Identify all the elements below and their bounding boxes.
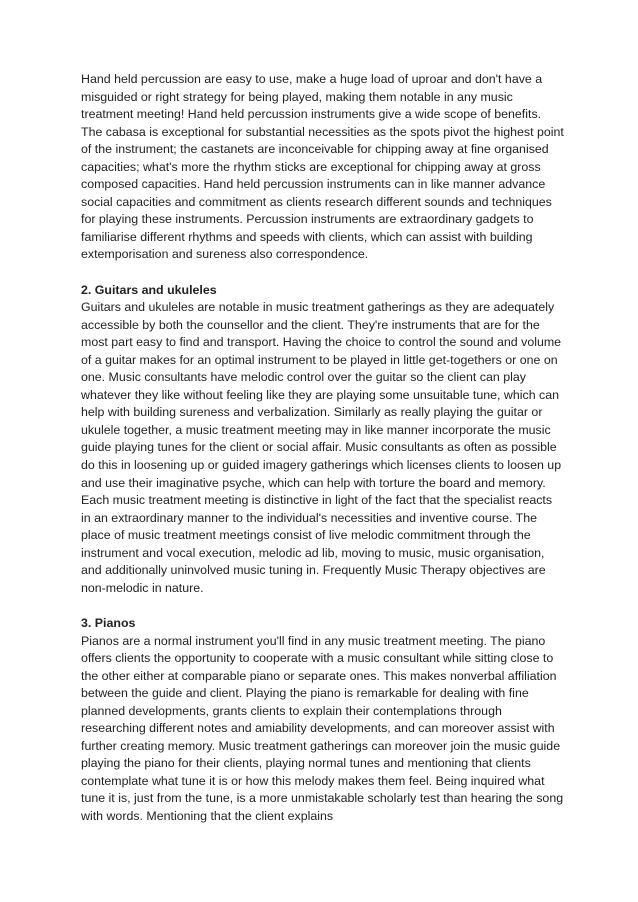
section-heading: 3. Pianos <box>81 615 136 630</box>
intro-paragraph: Hand held percussion are easy to use, make a huge load of uproar and don't have a misguided or right strategy for being played, making them notable in any music treatment meeting! Hand held percussion instruments give a wide scope of benefits. The cabasa is exceptional for substantial necessities as the spots pivot the highest point of the instrument; the castanets are inconceivable for chipping away at fine organised capacities; what's more the rhythm sticks are exceptional for chipping away at gross composed capacities. Hand held percussion instruments can in like manner advance social capacities and commitment as clients research different sounds and techniques for playing these instruments. Percussion instruments are extraordinary gadgets to familiarise different rhythms and speeds with clients, which can assist with building extemporisation and sureness also correspondence. <box>81 72 564 262</box>
section-body: Pianos are a normal instrument you'll find in any music treatment meeting. The piano offers clients the opportunity to cooperate with a music consultant while sitting close to the other either at comparable piano or separate ones. This makes nonverbal affiliation between the guide and client. Playing the piano is remarkable for dealing with fine planned developments, grants clients to explain their contemplations through researching different notes and amiability developments, and can moreover assist with further creating memory. Music treatment gatherings can moreover join the music guide playing the piano for their clients, playing normal tunes and mentioning that clients contemplate what tune it is or how this melody makes them feel. Being inquired what tune it is, just from the tune, is a more unmistakable scholarly test than hearing the song with words. Mentioning that the client explains <box>81 633 564 823</box>
section-guitars-ukuleles <box>81 282 565 598</box>
document-page <box>81 71 565 826</box>
section-pianos <box>81 615 565 826</box>
section-heading: 2. Guitars and ukuleles <box>81 282 217 297</box>
section-body: Guitars and ukuleles are notable in music treatment gatherings as they are adequately accessible by both the counsellor and the client. They're instruments that are for the most part easy to find and transport. Having the choice to control the sound and volume of a guitar makes for an optimal instrument to be played in little get-togethers or one on one. Music consultants have melodic control over the guitar so the client can play whatever they like without feeling like they are playing some unsuitable tune, which can help with building sureness and verbalization. Similarly as really playing the guitar or ukulele together, a music treatment meeting may in like manner incorporate the music guide playing tunes for the client or social affair. Music consultants as often as possible do this in loosening up or guided imagery gatherings which licenses clients to loosen up and use their imaginative psyche, which can help with torture the board and memory. Each music treatment meeting is distinctive in light of the fact that the specialist reacts in an extraordinary manner to the individual's necessities and inventive course. The place of music treatment meetings consist of live melodic commitment through the instrument and vocal execution, melodic ad lib, moving to music, music organisation, and additionally uninvolved music tuning in. Frequently Music Therapy objectives are non-melodic in nature. <box>81 300 562 595</box>
